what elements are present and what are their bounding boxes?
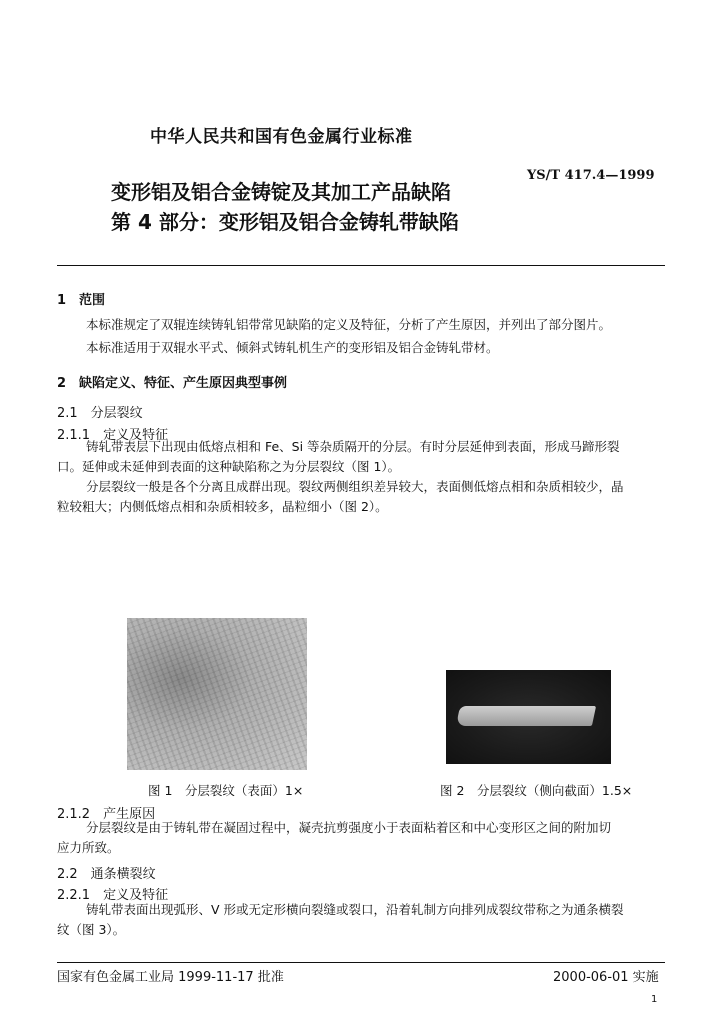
figure-1-image [127, 618, 307, 770]
document-title-line2: 第 4 部分：变形铝及铝合金铸轧带缺陷 [111, 210, 459, 234]
standard-code: YS/T 417.4—1999 [527, 168, 655, 183]
section-2-1-1-paragraph-2-line1: 分层裂纹一般是各个分离且成群出现。裂纹两侧组织差异较大，表面侧低熔点相和杂质相较少，晶 [86, 479, 624, 494]
figure-2-caption: 图 2 分层裂纹（侧向截面）1.5× [440, 783, 633, 798]
section-2-2-heading: 2.2 通条横裂纹 [57, 867, 156, 882]
section-1-heading: 1 范围 [57, 293, 106, 308]
section-2-1-2-paragraph-line1: 分层裂纹是由于铸轧带在凝固过程中，凝壳抗剪强度小于表面粘着区和中心变形区之间的附加切 [86, 820, 612, 835]
section-2-1-1-paragraph-2-line2: 粒较粗大；内侧低熔点相和杂质相较多，晶粒细小（图 2）。 [57, 499, 388, 514]
section-1-paragraph-2: 本标准适用于双辊水平式、倾斜式铸轧机生产的变形铝及铝合金铸轧带材。 [86, 340, 499, 355]
implementation-date: 2000-06-01 实施 [553, 970, 659, 985]
section-2-1-1-paragraph-1-line1: 铸轧带表层下出现由低熔点相和 Fe、Si 等杂质隔开的分层。有时分层延伸到表面，形成马蹄形裂 [86, 439, 620, 454]
figure-1-caption: 图 1 分层裂纹（表面）1× [148, 783, 304, 798]
issuing-organization: 中华人民共和国有色金属行业标准 [150, 127, 413, 147]
section-2-2-1-paragraph-line2: 纹（图 3）。 [57, 922, 126, 937]
section-2-1-2-paragraph-line2: 应力所致。 [57, 840, 120, 855]
approval-statement: 国家有色金属工业局 1999-11-17 批准 [57, 970, 284, 985]
section-2-heading: 2 缺陷定义、特征、产生原因典型事例 [57, 376, 288, 391]
header-divider [57, 265, 665, 266]
section-2-1-2-heading: 2.1.2 产生原因 [57, 807, 156, 822]
document-title-line1: 变形铝及铝合金铸锭及其加工产品缺陷 [111, 180, 451, 204]
section-2-1-1-paragraph-1-line2: 口。延伸或未延伸到表面的这种缺陷称之为分层裂纹（图 1）。 [57, 459, 401, 474]
figure-2-image [446, 670, 611, 764]
section-1-paragraph-1: 本标准规定了双辊连续铸轧铝带常见缺陷的定义及特征，分析了产生原因，并列出了部分图片。 [86, 317, 612, 332]
section-2-1-heading: 2.1 分层裂纹 [57, 406, 143, 421]
section-2-2-1-heading: 2.2.1 定义及特征 [57, 888, 169, 903]
section-2-2-1-paragraph-line1: 铸轧带表面出现弧形、V 形或无定形横向裂缝或裂口，沿着轧制方向排列成裂纹带称之为通条横裂 [86, 902, 624, 917]
page-number: 1 [651, 994, 658, 1005]
footer-divider [57, 962, 665, 963]
figure-2-sample [456, 706, 596, 726]
section-2-1-1-heading: 2.1.1 定义及特征 [57, 428, 169, 443]
